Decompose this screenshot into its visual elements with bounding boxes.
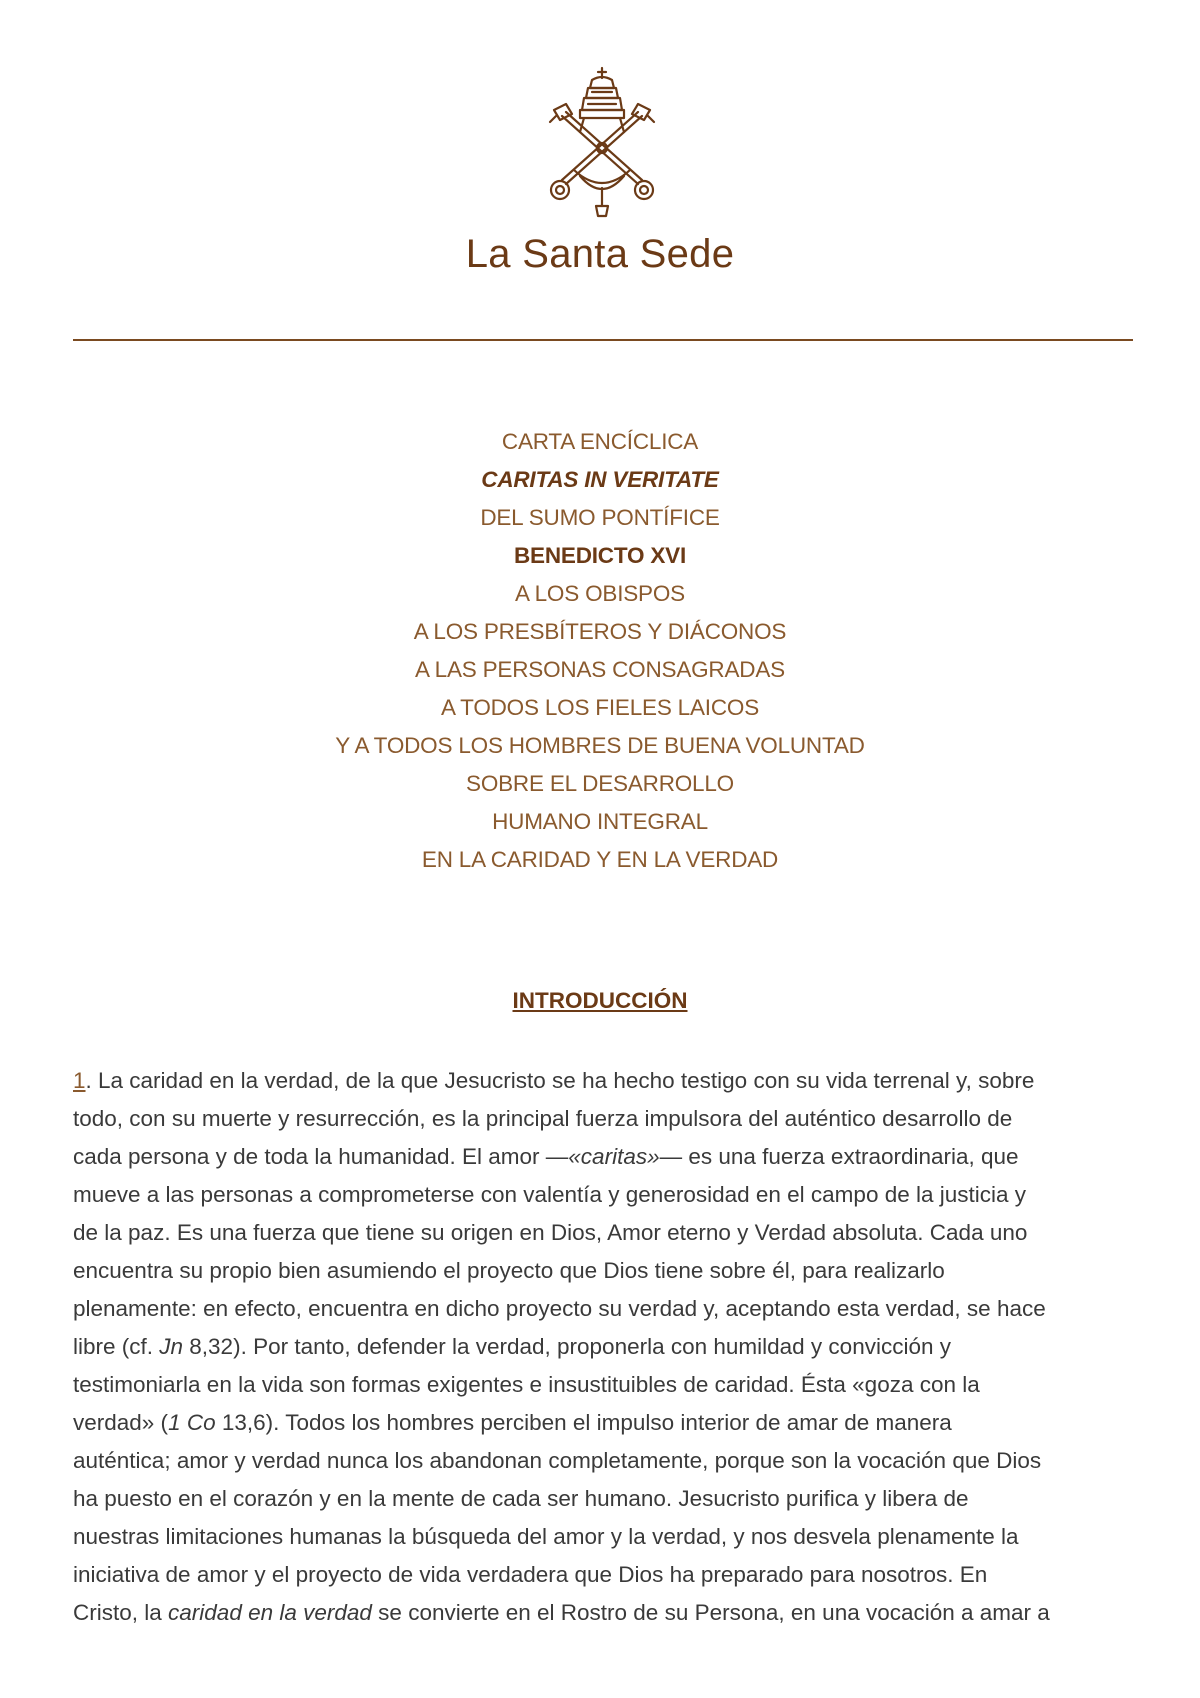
heading-line: EN LA CARIDAD Y EN LA VERDAD <box>421 847 779 872</box>
paragraph-text: se convierte en el Rostro de su Persona, en una vocación a amar a <box>371 1600 1050 1625</box>
paragraph-line: mueve a las personas a comprometerse con valentía y generosidad en el campo de la justicia y <box>73 1182 1027 1207</box>
paragraph-number-link[interactable]: 1 <box>73 1068 86 1093</box>
heading-line: Y A TODOS LOS HOMBRES DE BUENA VOLUNTAD <box>335 733 865 758</box>
site-title: La Santa Sede <box>465 232 735 276</box>
paragraph-line: de la paz. Es una fuerza que tiene su origen en Dios, Amor eterno y Verdad absoluta. Cada uno <box>73 1220 1028 1245</box>
paragraph-line: ha puesto en el corazón y en la mente de cada ser humano. Jesucristo purifica y libera de <box>73 1486 969 1511</box>
paragraph-text: . La caridad en la verdad, de la que Jesucristo se ha hecho testigo con su vida terrenal y, sobre <box>85 1068 1035 1093</box>
paragraph-text: 8,32). Por tanto, defender la verdad, proponerla con humildad y convicción y <box>183 1334 951 1359</box>
heading-line: A LOS OBISPOS <box>515 581 685 606</box>
emphasis-text: 1 Co <box>168 1410 216 1435</box>
paragraph-line: auténtica; amor y verdad nunca los abandonan completamente, porque son la vocación que Dios <box>73 1448 1042 1473</box>
paragraph-line: todo, con su muerte y resurrección, es la principal fuerza impulsora del auténtico desarrollo de <box>73 1106 1013 1131</box>
paragraph-text: 13,6). Todos los hombres perciben el impulso interior de amar de manera <box>215 1410 952 1435</box>
emphasis-text: caridad en la verdad <box>168 1600 372 1625</box>
section-title-introduccion: INTRODUCCIÓN <box>512 988 688 1013</box>
heading-line: SOBRE EL DESARROLLO <box>466 771 734 796</box>
paragraph-text: verdad» ( <box>73 1410 169 1435</box>
paragraph-line <box>73 1404 1133 1442</box>
paragraph-line: plenamente: en efecto, encuentra en dicho proyecto su verdad y, aceptando esta verdad, se hace <box>73 1296 1046 1321</box>
paragraph-text: Cristo, la <box>73 1600 169 1625</box>
header-divider <box>73 339 1133 341</box>
paragraph-line <box>73 1328 1133 1366</box>
heading-line: A TODOS LOS FIELES LAICOS <box>440 695 760 720</box>
paragraph-line: encuentra su propio bien asumiendo el proyecto que Dios tiene sobre él, para realizarlo <box>73 1258 945 1283</box>
heading-line: A LOS PRESBÍTEROS Y DIÁCONOS <box>413 619 787 644</box>
paragraph-text: libre (cf. <box>73 1334 160 1359</box>
paragraph-line: iniciativa de amor y el proyecto de vida verdadera que Dios ha preparado para nosotros. En <box>73 1562 988 1587</box>
papal-keys-tiara-emblem-icon <box>540 66 664 218</box>
encyclical-title: CARITAS IN VERITATE <box>481 467 719 492</box>
paragraph-line: testimoniarla en la vida son formas exigentes e insustituibles de caridad. Ésta «goza con la <box>73 1372 980 1397</box>
pope-name: BENEDICTO XVI <box>513 543 687 568</box>
paragraph-line <box>73 1062 1133 1100</box>
paragraph-line: nuestras limitaciones humanas la búsqueda del amor y la verdad, y nos desvela plenamente la <box>73 1524 1019 1549</box>
heading-line: A LAS PERSONAS CONSAGRADAS <box>415 657 785 682</box>
paragraph-text: cada persona y de toda la humanidad. El amor — <box>73 1144 569 1169</box>
emphasis-text: «caritas» <box>568 1144 660 1169</box>
paragraph-1 <box>73 1062 1133 1632</box>
paragraph-line <box>73 1138 1133 1176</box>
paragraph-line <box>73 1594 1133 1632</box>
emphasis-text: Jn <box>159 1334 184 1359</box>
heading-line: CARTA ENCÍCLICA <box>501 429 699 454</box>
heading-line: HUMANO INTEGRAL <box>492 809 708 834</box>
paragraph-text: — es una fuerza extraordinaria, que <box>659 1144 1019 1169</box>
encyclical-heading <box>0 423 1200 879</box>
heading-line: DEL SUMO PONTÍFICE <box>480 505 720 530</box>
